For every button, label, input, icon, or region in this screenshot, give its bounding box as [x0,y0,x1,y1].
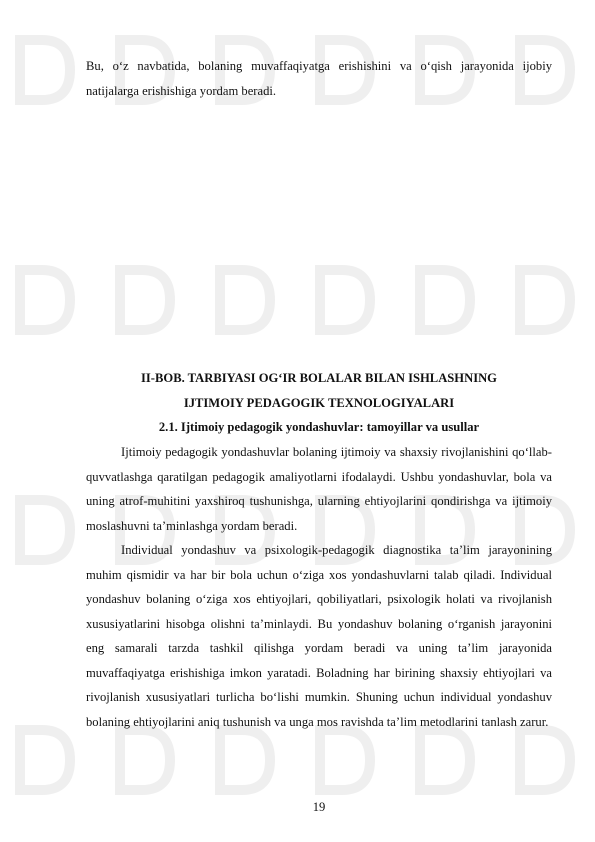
watermark-glyph [120,730,170,790]
page-number: 19 [312,800,326,814]
watermark-glyph [520,730,570,790]
body-text [86,440,552,734]
watermark-glyph [520,270,570,330]
watermark-glyph [220,730,270,790]
chapter-title [86,366,552,415]
watermark-glyph [20,270,70,330]
watermark-glyph [120,270,170,330]
watermark-glyph [220,270,270,330]
watermark-glyph [20,40,70,100]
watermark-glyph [20,500,70,560]
watermark-glyph [420,730,470,790]
paragraph-1: Ijtimoiy pedagogik yondashuvlar bolaning ijtimoiy va shaxsiy rivojlanishini qo‘llab-quvvatlashga qaratilgan pedagogik amaliyotlarni ifodalaydi. Ushbu yondashuvlar, bola va uning atrof-muhitini yaxshiroq tushunishga, ularning ehtiyojlarini qondirishga va ijtimoiy moslashuvni ta’minlashga yordam beradi. [86,445,552,533]
chapter-title-line-1: II-BOB. TARBIYASI OG‘IR BOLALAR BILAN ISHLASHNING [141,371,497,385]
watermark-glyph [320,270,370,330]
section-title: 2.1. Ijtimoiy pedagogik yondashuvlar: tamoyillar va usullar [158,420,480,434]
chapter-title-line-2: IJTIMOIY PEDAGOGIK TEXNOLOGIYALARI [183,395,455,410]
intro-paragraph: Bu, o‘z navbatida, bolaning muvaffaqiyatga erishishini va o‘qish jarayonida ijobiy natijalarga erishishiga yordam beradi. [86,59,552,98]
watermark-glyph [320,730,370,790]
paragraph-2: Individual yondashuv va psixologik-pedagogik diagnostika ta’lim jarayonining muhim qismidir va har bir bola uchun o‘ziga xos yondashuvlarni talab qiladi. Individual yondashuv bolaning o‘ziga xos ehtiyojlari, qobiliyatlari, psixologik holati va rivojlanish xususiyatlarini hisobga olishni ta’minlaydi. Bu yondashuv bolaning o‘rganish jarayonini eng samarali tarzda tashkil qilishga yordam beradi va uning ta’lim jarayonida muvaffaqiyatga erishishiga imkon yaratadi. Boladning har birining shaxsiy ehtiyojlari va rivojlanish xususiyatlari turlicha bo‘lishi mumkin. Shuning uchun individual yondashuv bolaning ehtiyojlarini aniq tushunish va unga mos ravishda ta’lim metodlarini tanlash zarur. [86,543,552,729]
watermark-glyph [420,270,470,330]
watermark-glyph [20,730,70,790]
